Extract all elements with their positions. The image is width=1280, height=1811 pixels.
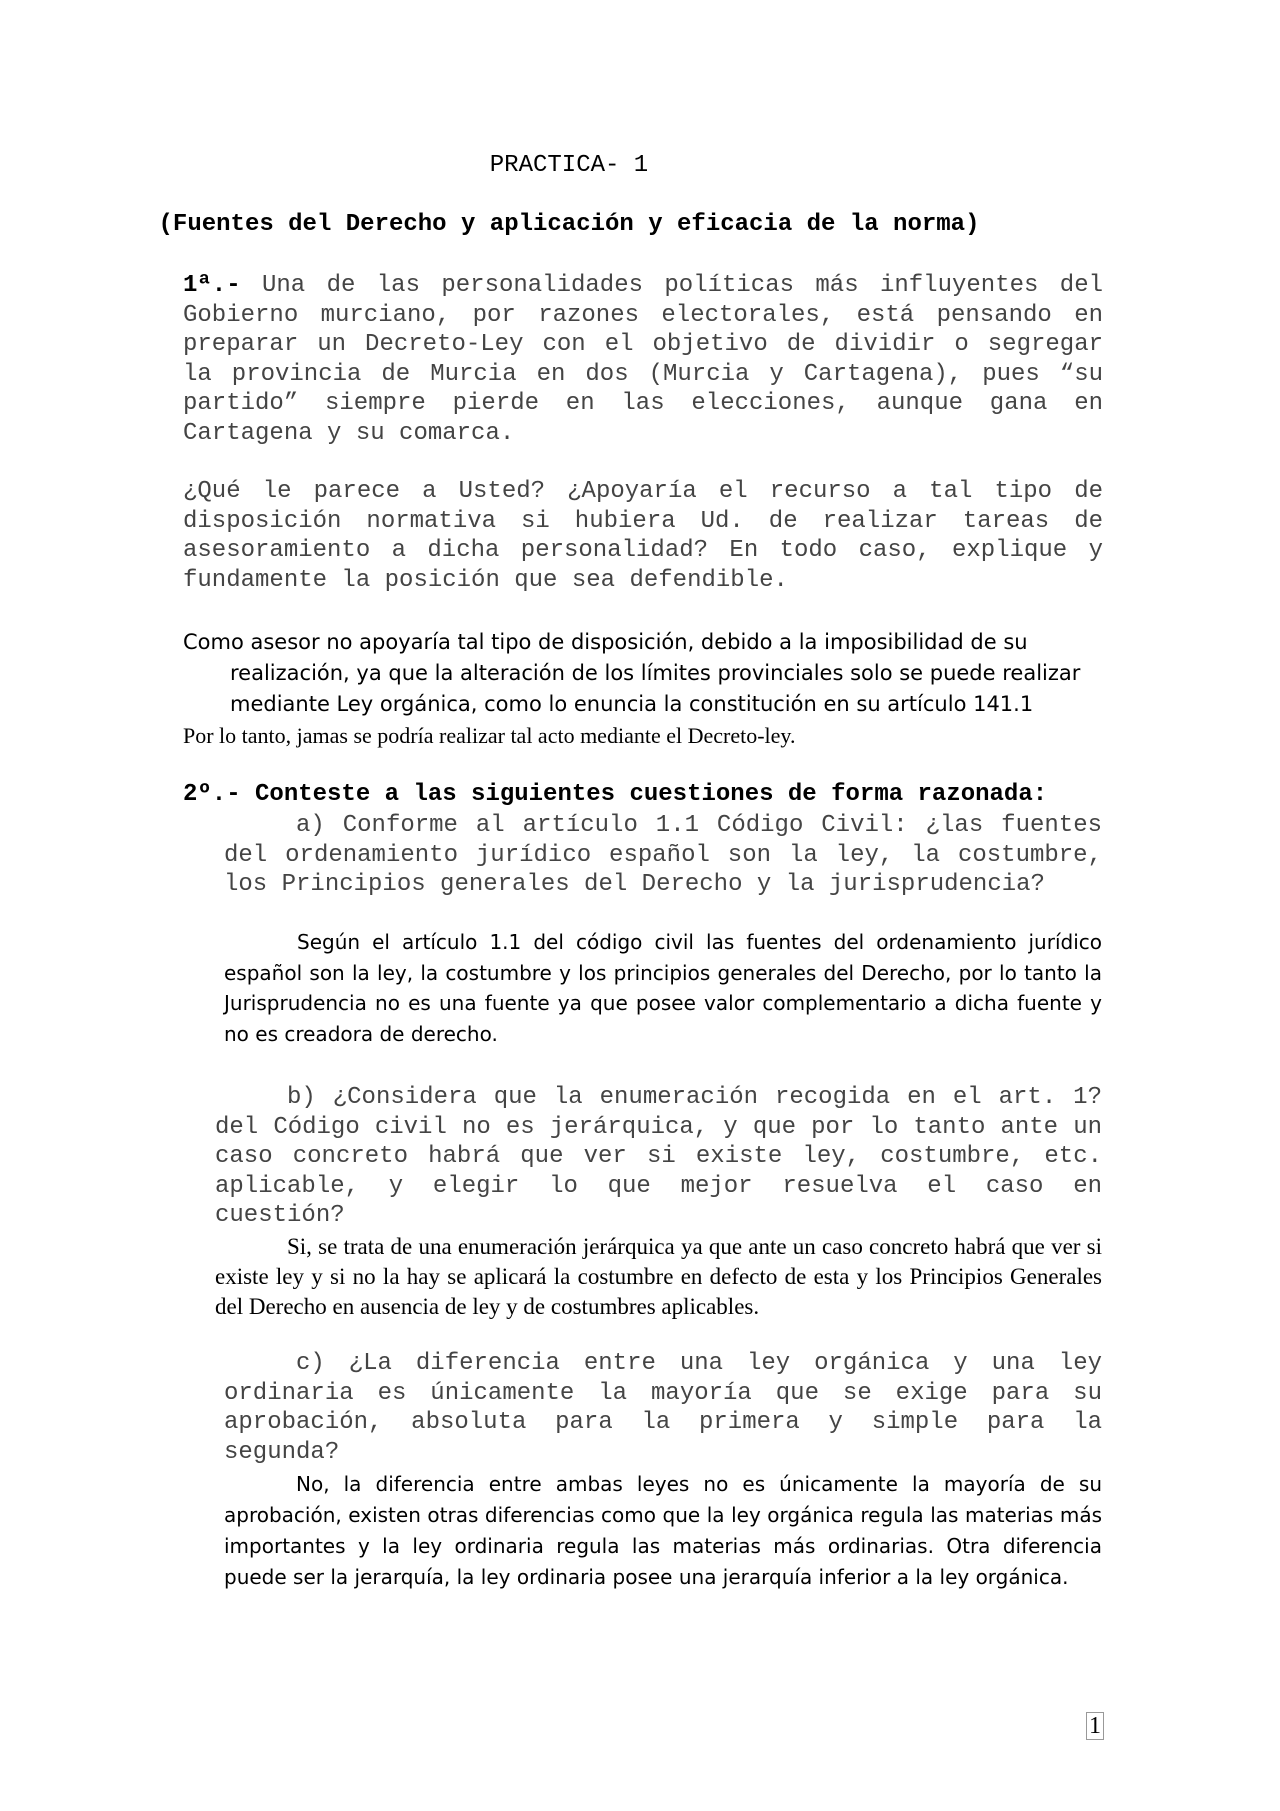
answer-1-line-1: Como asesor no apoyaría tal tipo de disposición, debido a la imposibilidad de su	[183, 630, 1028, 654]
question-2b-text: b) ¿Considera que la enumeración recogida en el art. 1? del Código civil no es jerárquica, y que por lo tanto ante un caso concreto habrá que ver si existe ley, costumbre, etc. aplicable, y elegir lo que mejor resuelva el caso en cuestión?	[215, 1084, 1102, 1229]
answer-2c	[224, 1469, 1102, 1593]
answer-2a	[224, 927, 1102, 1049]
answer-2b	[215, 1232, 1102, 1322]
page-number: 1	[1086, 1712, 1104, 1740]
question-2a	[224, 811, 1102, 900]
answer-2a-text: Según el artículo 1.1 del código civil las fuentes del ordenamiento jurídico español son la ley, la costumbre y los principios generales del Derecho, por lo tanto la Jurisprudencia no es una fuente ya que posee valor complementario a dicha fuente y no es creadora de derecho.	[224, 930, 1102, 1046]
page-subtitle: (Fuentes del Derecho y aplicación y eficacia de la norma)	[158, 211, 980, 238]
question-1	[183, 271, 1103, 448]
question-2c	[224, 1349, 1102, 1467]
page-title: PRACTICA- 1	[489, 152, 649, 179]
answer-2c-text: No, la diferencia entre ambas leyes no es únicamente la mayoría de su aprobación, existen otras diferencias como que la ley orgánica regula las materias más importantes y la ley ordinaria regula las materias más ordinarias. Otra diferencia puede ser la jerarquía, la ley ordinaria posee una jerarquía inferior a la ley orgánica.	[224, 1472, 1102, 1589]
question-1-number: 1ª.-	[183, 272, 241, 299]
question-2c-text: c) ¿La diferencia entre una ley orgánica y una ley ordinaria es únicamente la mayoría que se exige para su aprobación, absoluta para la primera y simple para la segunda?	[224, 1350, 1102, 1466]
answer-2b-text: Si, se trata de una enumeración jerárquica ya que ante un caso concreto habrá que ver si existe ley y si no la hay se aplicará la costumbre en defecto de esta y los Principios Generales del Derecho en ausencia de ley y de costumbres aplicables.	[215, 1234, 1102, 1319]
answer-1-line-2: realización, ya que la alteración de los límites provinciales solo se puede realizar	[230, 661, 1081, 685]
question-2b	[215, 1083, 1102, 1231]
question-2a-text: a) Conforme al artículo 1.1 Código Civil: ¿las fuentes del ordenamiento jurídico español son la ley, la costumbre, los Principios generales del Derecho y la jurisprudencia?	[224, 812, 1102, 898]
answer-1	[183, 627, 1103, 720]
answer-1-line-3: mediante Ley orgánica, como lo enuncia la constitución en su artículo 141.1	[230, 692, 1034, 716]
question-1-text: Una de las personalidades políticas más influyentes del Gobierno murciano, por razones electorales, está pensando en preparar un Decreto-Ley con el objetivo de dividir o segregar la provincia de Murcia en dos (Murcia y Cartagena), pues “su partido” siempre pierde en las elecciones, aunque gana en Cartagena y su comarca.	[183, 272, 1103, 447]
question-1-prompt: ¿Qué le parece a Usted? ¿Apoyaría el recurso a tal tipo de disposición normativa si hubiera Ud. de realizar tareas de asesoramiento a dicha personalidad? En todo caso, explique y fundamente la posición que sea defendible.	[183, 478, 1103, 594]
answer-1-conclusion: Por lo tanto, jamas se podría realizar tal acto mediante el Decreto-ley.	[183, 723, 796, 748]
question-2-heading: 2º.- Conteste a las siguientes cuestiones de forma razonada:	[183, 781, 1048, 808]
